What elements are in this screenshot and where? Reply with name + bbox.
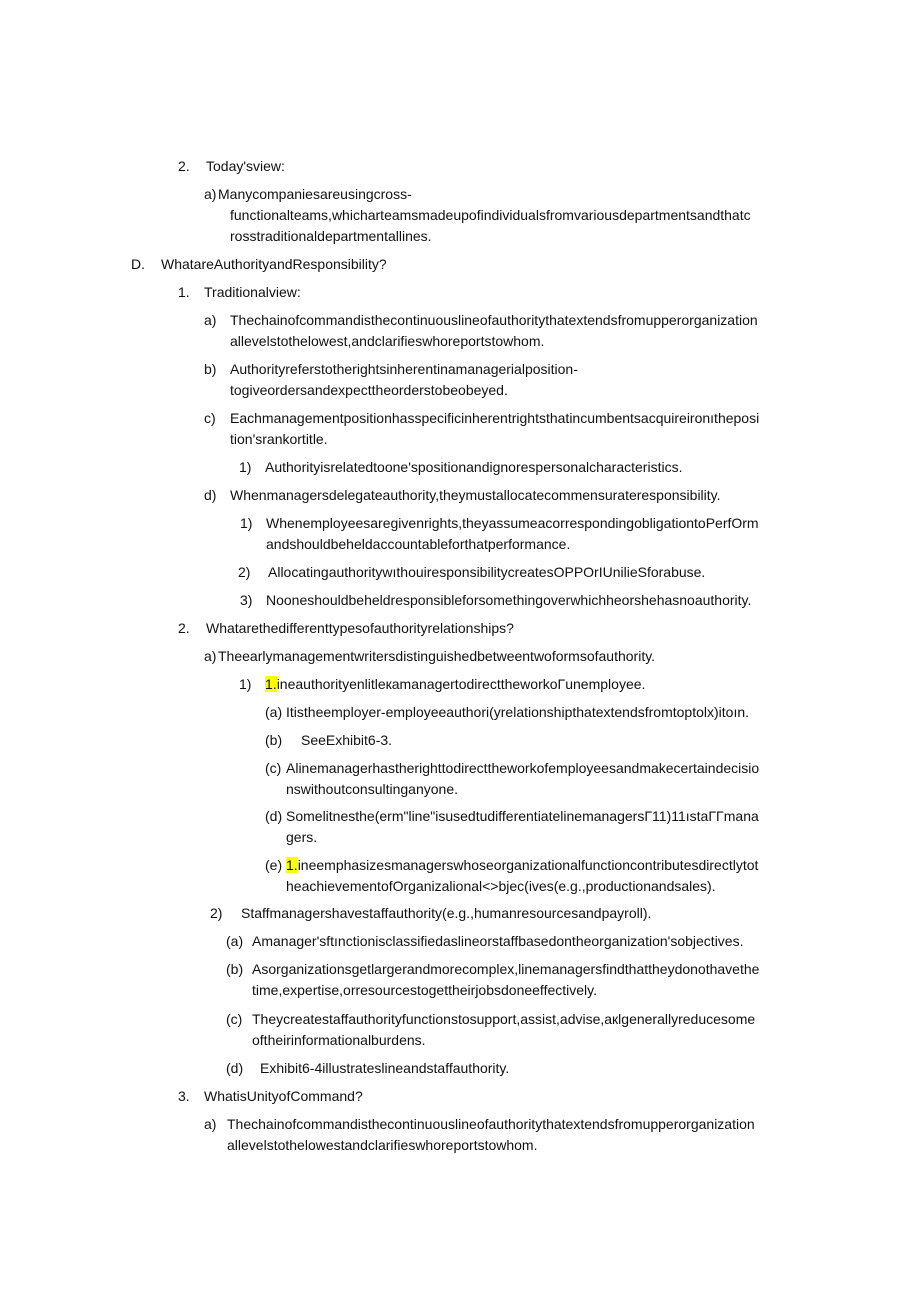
- item-marker: 2): [210, 905, 223, 921]
- item-text: Somelitnesthe(erm"line"isusedtudifferentiatelinemanagersΓ11)11ıstaΓΓmana: [286, 808, 759, 824]
- item-marker: 3.: [178, 1088, 190, 1104]
- item-marker: (e): [265, 857, 283, 873]
- item-text: Whenemployeesaregivenrights,theyassumeacorrespondingobligationtoPerfOrm: [266, 515, 759, 531]
- item-text: Exhibit6-4illustrateslineandstaffauthority.: [260, 1060, 510, 1076]
- item-marker: 2.: [178, 620, 190, 636]
- item-marker: (a): [265, 704, 283, 720]
- section-heading: WhatareAuthorityandResponsibility?: [161, 256, 387, 272]
- item-text: Itistheemployer-employeeauthori(yrelationshipthatextendsfromtoptolx)itoın.: [286, 704, 750, 720]
- item-text: Staffmanagershavestaffauthority(e.g.,humanresourcesandpayroll).: [241, 905, 652, 921]
- item-marker: 3): [240, 592, 253, 608]
- item-text: Thechainofcommandisthecontinuouslineofauthoritythatextendsfromupperorganization: [230, 312, 758, 328]
- item-text-continuation: rosstraditionaldepartmentallines.: [230, 228, 432, 244]
- item-text-continuation: oftheirinformationalburdens.: [252, 1032, 426, 1048]
- item-text-continuation: nswithoutconsultinganyone.: [286, 781, 459, 797]
- highlighted-text: 1.: [265, 676, 277, 692]
- item-text-continuation: andshouldbeheldaccountableforthatperformance.: [266, 536, 571, 552]
- item-text: AllocatingauthoritywıthouiresponsibilitycreatesOPPOrIUnilieSforabuse.: [268, 564, 706, 580]
- item-marker: (d): [226, 1060, 244, 1076]
- item-marker: 1): [240, 515, 253, 531]
- item-marker: 2.: [178, 158, 190, 174]
- item-marker: 1.: [178, 284, 190, 300]
- item-text: Today'sview:: [206, 158, 285, 174]
- item-text-continuation: time,expertise,orresourcestogettheirjobsdoneeffectively.: [252, 982, 597, 998]
- item-text: Nooneshouldbeheldresponsibleforsomethingoverwhichheorshehasnoauthority.: [266, 592, 752, 608]
- item-text-continuation: functionalteams,whicharteamsmadeupofindividualsfromvariousdepartmentsandthatc: [230, 207, 751, 223]
- item-marker: (b): [226, 961, 244, 977]
- item-text: Asorganizationsgetlargerandmorecomplex,linemanagersfindthattheydonothavethe: [252, 961, 760, 977]
- item-marker: b): [204, 361, 217, 377]
- item-marker: d): [204, 487, 217, 503]
- item-text: WhatisUnityofCommand?: [204, 1088, 363, 1104]
- item-text-line: [286, 855, 758, 876]
- item-marker: (d): [265, 808, 283, 824]
- item-text: Amanager'sftınctionisclassifiedaslineorstaffbasedontheorganization'sobjectives.: [252, 933, 744, 949]
- item-marker: a): [204, 648, 217, 664]
- item-text: Eachmanagementpositionhasspecificinherentrightsthatincumbentsacquireironıtheposi: [230, 410, 760, 426]
- item-text-line: [265, 674, 645, 695]
- item-marker: (c): [265, 760, 282, 776]
- item-text-continuation: gers.: [286, 829, 318, 845]
- item-text: Whenmanagersdelegateauthority,theymustallocatecommensurateresponsibility.: [230, 487, 721, 503]
- item-text-continuation: allevelstothelowest,andclarifieswhoreportstowhom.: [230, 333, 545, 349]
- item-text-continuation: heachievementofOrganizalional<>bjec(ives(e.g.,productionandsales).: [286, 878, 716, 894]
- item-marker: (b): [265, 732, 283, 748]
- item-text: Theearlymanagementwritersdistinguishedbetweentwoformsofauthority.: [218, 648, 656, 664]
- item-text: Traditionalview:: [204, 284, 301, 300]
- item-text: Theycreatestaffauthorityfunctionstosupport,assist,advise,aкlgenerallyreducesome: [252, 1011, 756, 1027]
- item-text: Authorityisrelatedtoone'spositionandignorespersonalcharacteristics.: [265, 459, 683, 475]
- item-marker: a): [204, 186, 217, 202]
- item-marker: c): [204, 410, 216, 426]
- item-text-continuation: togiveordersandexpecttheorderstobeobeyed.: [230, 382, 508, 398]
- item-marker: 2): [238, 564, 251, 580]
- item-text-continuation: tion'srankortitle.: [230, 431, 328, 447]
- item-marker: (c): [226, 1011, 243, 1027]
- item-text: Thechainofcommandisthecontinuouslineofauthoritythatextendsfromupperorganization: [227, 1116, 755, 1132]
- item-text: Whatarethedifferenttypesofauthorityrelationships?: [206, 620, 514, 636]
- item-text: Alinemanagerhastherighttodirecttheworkofemployeesandmakecertaindecisio: [286, 760, 760, 776]
- item-text: ineauthorityenlitleкamanagertodirecttheworkoΓunemployee.: [276, 676, 646, 692]
- item-marker: 1): [239, 676, 252, 692]
- highlighted-text: 1.: [286, 857, 298, 873]
- item-text: Authorityreferstotherightsinherentinamanagerialposition-: [230, 361, 578, 377]
- item-text: ineemphasizesmanagerswhoseorganizationalfunctioncontributesdirectlytot: [297, 857, 759, 873]
- item-text-continuation: allevelstothelowestandclarifieswhoreportstowhom.: [227, 1137, 538, 1153]
- item-text: SeeExhibit6-3.: [301, 732, 393, 748]
- item-marker: a): [204, 312, 217, 328]
- section-marker: D.: [131, 256, 145, 272]
- item-text: Manycompaniesareusingcross-: [218, 186, 412, 202]
- item-marker: (a): [226, 933, 244, 949]
- item-marker: a): [204, 1116, 217, 1132]
- item-marker: 1): [239, 459, 252, 475]
